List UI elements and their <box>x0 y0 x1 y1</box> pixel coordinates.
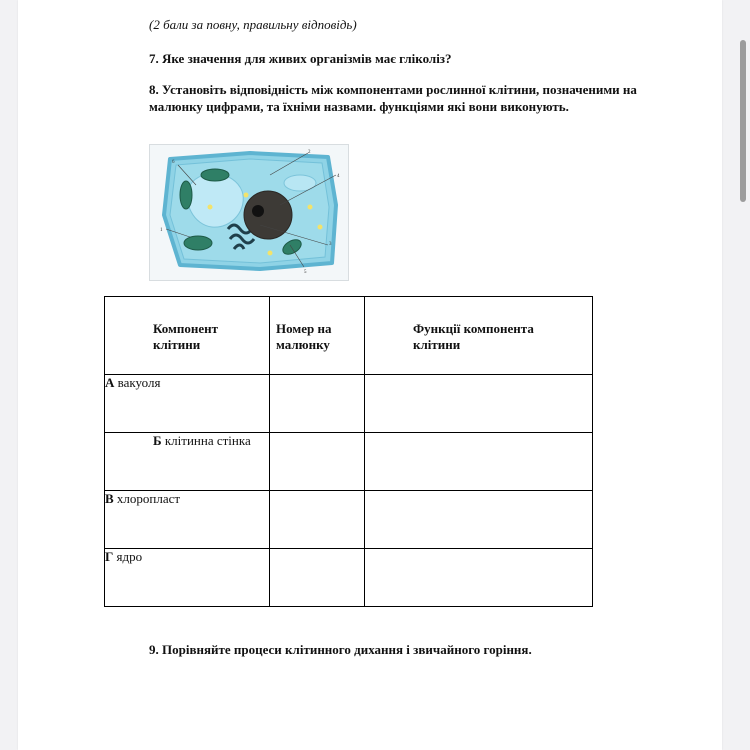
row-label: В хлоропласт <box>105 491 270 549</box>
figure-label: 4 <box>337 174 340 179</box>
header-component: Компонент клітини <box>105 297 270 375</box>
answer-number-cell[interactable] <box>270 375 365 433</box>
chloroplast <box>180 181 192 209</box>
row-label: Г ядро <box>105 549 270 607</box>
chloroplast <box>201 169 229 181</box>
figure-label: 1 <box>160 228 163 233</box>
answer-function-cell[interactable] <box>365 549 593 607</box>
question-9: 9. Порівняйте процеси клітинного дихання і звичайного горіння. <box>149 642 532 657</box>
vacuole <box>187 174 243 228</box>
plant-cell-figure <box>149 144 349 281</box>
figure-label: 6 <box>172 160 175 165</box>
figure-label: 5 <box>304 270 307 275</box>
scrollbar-thumb[interactable] <box>740 40 746 202</box>
table-row <box>105 549 593 607</box>
row-label: А вакуоля <box>105 375 270 433</box>
nucleolus <box>252 205 264 217</box>
points-note: (2 бали за повну, правильну відповідь) <box>149 17 357 32</box>
plant-cell-diagram <box>150 145 348 280</box>
answer-number-cell[interactable] <box>270 491 365 549</box>
table-row <box>105 491 593 549</box>
answer-number-cell[interactable] <box>270 549 365 607</box>
nucleus <box>244 191 292 239</box>
answer-number-cell[interactable] <box>270 433 365 491</box>
table-row <box>105 433 593 491</box>
answer-function-cell[interactable] <box>365 491 593 549</box>
figure-label: 3 <box>329 242 332 247</box>
matching-table <box>104 296 593 607</box>
header-function: Функції компонента клітини <box>365 297 593 375</box>
chloroplast <box>184 236 212 250</box>
table-header-row <box>105 297 593 375</box>
question-7: 7. Яке значення для живих організмів має гліколіз? <box>149 51 452 66</box>
question-8: 8. Установіть відповідність між компонентами рослинної клітини, позначеними на малюнку цифрами, та їхніми назвами. функціями які вони виконують. <box>149 82 637 114</box>
header-number: Номер на малюнку <box>270 297 365 375</box>
answer-function-cell[interactable] <box>365 433 593 491</box>
row-label: Б клітинна стінка <box>105 433 270 491</box>
answer-function-cell[interactable] <box>365 375 593 433</box>
figure-label: 2 <box>308 150 311 155</box>
table-row <box>105 375 593 433</box>
scrollbar[interactable] <box>736 0 750 750</box>
